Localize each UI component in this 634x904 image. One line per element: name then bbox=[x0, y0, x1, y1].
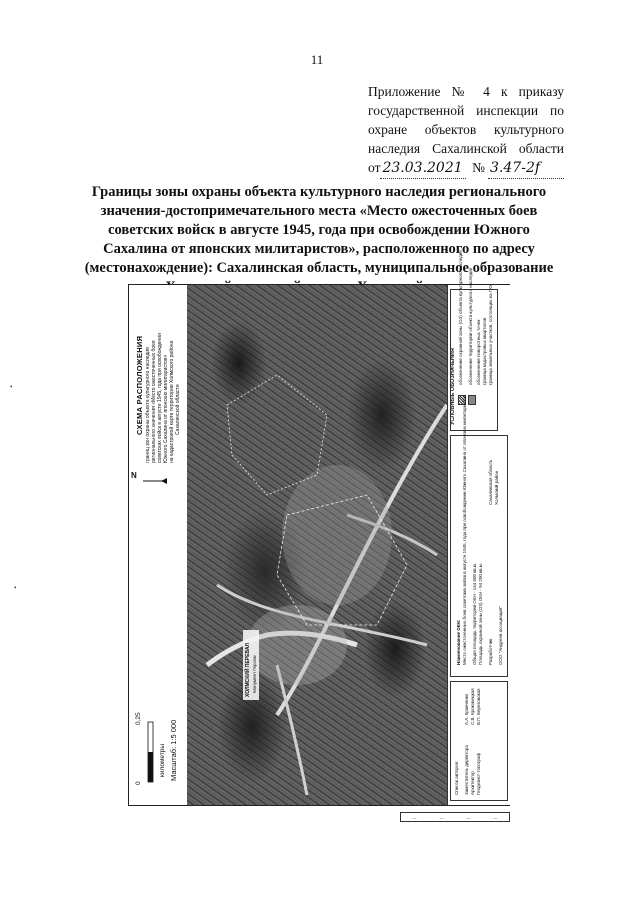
scale-zero: 0 bbox=[135, 781, 142, 785]
scale-unit: километры bbox=[159, 743, 166, 777]
appendix-line: наследия Сахалинской области bbox=[368, 141, 564, 156]
handwritten-date: 23.03.2021 bbox=[380, 159, 466, 179]
info-line: Наименование ОКН: bbox=[456, 619, 461, 665]
appendix-line: государственной инспекции по bbox=[368, 103, 564, 118]
info-line: ООО "Андреев ассоциация" bbox=[498, 606, 503, 665]
title-line: (местонахождение): Сахалинская область, муниципальное образование bbox=[84, 260, 554, 276]
scheme-subtitle-line: на кадастровой карте территории Холмского района bbox=[169, 340, 175, 463]
scheme-subtitle-line: границ зон охраны объекта культурного наследия bbox=[145, 347, 151, 463]
legend-item: обозначение поворотных точек bbox=[476, 319, 481, 385]
strip-cell: — bbox=[439, 814, 444, 820]
stamp-line: С.В. Кроковецкая bbox=[470, 688, 475, 725]
title-line: советских войск в августе 1945, года при освобождении Южного bbox=[108, 222, 530, 238]
scale-bar bbox=[147, 721, 155, 783]
north-arrow-icon bbox=[139, 476, 169, 486]
north-label: N bbox=[131, 471, 137, 480]
appendix-block bbox=[368, 82, 564, 179]
strip-cell: — bbox=[493, 814, 498, 820]
scale-box bbox=[133, 685, 181, 795]
strip-cell: — bbox=[412, 814, 417, 820]
scheme-subtitle-line: Сахалинской области bbox=[175, 384, 181, 435]
appendix-date-line bbox=[368, 158, 564, 179]
map-right-panel bbox=[447, 250, 510, 805]
legend-item: обозначение территории объекта культурного наследия bbox=[468, 267, 473, 385]
stamp-line: Заместитель директора bbox=[464, 745, 469, 795]
page-number: 11 bbox=[310, 52, 324, 67]
scheme-subtitle-line: советских войск в августе 1945, года при освобождении bbox=[157, 333, 163, 463]
legend-item: граница земельных участков, состоящих на ГКУ bbox=[488, 284, 493, 385]
map-bottom-strip bbox=[400, 812, 510, 822]
scan-speck: • bbox=[10, 383, 13, 391]
number-label: № bbox=[472, 160, 486, 175]
legend-item: обозначение охранной зоны (ОЗ) объекта культурного наследия bbox=[458, 250, 463, 385]
appendix-line: охране объектов культурного bbox=[368, 122, 564, 137]
scheme-subtitle-line: регионального значения «Место ожесточенных боев bbox=[151, 340, 157, 463]
aerial-photo bbox=[187, 285, 447, 805]
scale-value: 0,25 bbox=[135, 712, 142, 725]
scan-speck: • bbox=[14, 584, 17, 592]
stamp-line: Геодезист-топограф bbox=[476, 752, 481, 795]
map-left-panel bbox=[129, 285, 188, 805]
info-line: Место ожесточенных боев советских войск в августе 1945, года при освобождении Южного Сахалина от японских милитаристов bbox=[462, 395, 467, 665]
info-line: Холмский район bbox=[494, 470, 499, 505]
north-arrow bbox=[139, 473, 169, 491]
info-line: Сахалинская область bbox=[488, 459, 493, 505]
road-label: Монумент Героям bbox=[252, 655, 257, 693]
info-line: Площадь охранной зоны (ОЗ) ОКН - 94 200 кв.м. bbox=[478, 562, 483, 665]
road-label: ХОЛМСКИЙ ПЕРЕВАЛ bbox=[245, 642, 251, 697]
strip-cell: — bbox=[466, 814, 471, 820]
title-line: значения-достопримечательного места «Место ожесточенных боев bbox=[100, 203, 538, 219]
handwritten-number: 3.47-2f bbox=[488, 159, 564, 179]
legend-title: УСЛОВНЫЕ ОБОЗНАЧЕНИЯ bbox=[450, 348, 456, 425]
info-line: Разработчик bbox=[488, 638, 493, 665]
from-label: от bbox=[368, 160, 381, 175]
legend-frame bbox=[450, 289, 498, 431]
stamp-line: Архитектор bbox=[470, 771, 475, 795]
stamp-line: А.А. Кравченко bbox=[464, 693, 469, 725]
title-line: Границы зоны охраны объекта культурного наследия регионального bbox=[91, 184, 547, 200]
stamp-line: Список авторов: bbox=[454, 760, 459, 795]
appendix-line: Приложение № 4 к приказу bbox=[368, 84, 564, 99]
aerial-photo-overlay bbox=[187, 285, 447, 805]
scale-ratio: Масштаб: 1:5 000 bbox=[169, 719, 178, 781]
stamp-line: В.П. Березовская bbox=[476, 688, 481, 725]
legend-item: граница кадастровых кварталов bbox=[482, 317, 487, 385]
scheme-title: СХЕМА РАСПОЛОЖЕНИЯ bbox=[135, 335, 144, 435]
info-line: Общая площадь территории ОКН - 144 600 кв.м. bbox=[472, 562, 477, 665]
scheme-subtitle-line: Южного Сахалина от японских милитаристов» bbox=[163, 354, 169, 463]
title-line: Сахалина от японских милитаристов», расположенного по адресу bbox=[103, 241, 535, 257]
document-title bbox=[80, 183, 558, 297]
